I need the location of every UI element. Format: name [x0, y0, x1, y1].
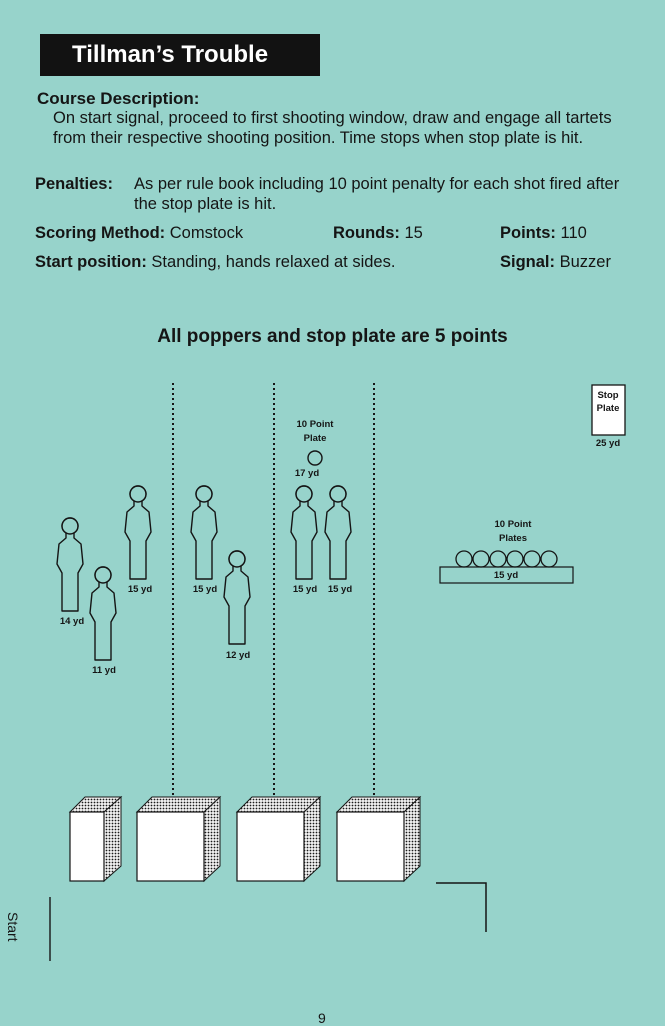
- signal-value: Buzzer: [559, 253, 611, 271]
- shooting-box: [337, 797, 420, 881]
- plate-10-label-1: 10 Point: [296, 419, 334, 430]
- penalties-label: Penalties:: [35, 175, 113, 193]
- stop-plate-label-2: Plate: [596, 403, 620, 414]
- popper-target: [191, 486, 217, 579]
- plate-rack-label-1: 10 Point: [494, 519, 532, 530]
- popper-distance-label: 12 yd: [225, 650, 251, 661]
- start-position-label: Start position:: [35, 253, 147, 271]
- popper-target: [125, 486, 151, 579]
- shooting-box: [237, 797, 320, 881]
- popper-distance-label: 15 yd: [127, 584, 153, 595]
- plate-rack-label-2: Plates: [499, 533, 527, 544]
- stop-plate-label-1: Stop: [597, 390, 619, 401]
- popper-target: [291, 486, 317, 579]
- popper-target: [90, 567, 116, 660]
- shooting-box: [137, 797, 220, 881]
- popper-distance-label: 15 yd: [292, 584, 318, 595]
- stop-plate-distance: 25 yd: [595, 438, 621, 449]
- plate-10-label-2: Plate: [303, 433, 327, 444]
- plate-10-distance: 17 yd: [294, 468, 320, 479]
- wall-corner: [436, 883, 486, 932]
- popper-distance-label: 15 yd: [192, 584, 218, 595]
- course-description-text: On start signal, proceed to first shooting window, draw and engage all tartets from their respective shooting position. Time stops when stop plate is hit.: [53, 109, 612, 147]
- points-label: Points:: [500, 224, 556, 242]
- popper-target: [224, 551, 250, 644]
- scoring-method-value: Comstock: [169, 224, 244, 242]
- popper-distance-label: 11 yd: [92, 665, 116, 676]
- plate-rack-plates: [456, 551, 557, 567]
- scoring-method-label: Scoring Method:: [35, 224, 166, 242]
- stage-title: Tillman’s Trouble: [40, 34, 320, 76]
- page-number: 9: [318, 1010, 326, 1026]
- popper-target: [325, 486, 351, 579]
- start-label: Start: [5, 912, 21, 942]
- plate-rack-distance: 15 yd: [493, 570, 519, 581]
- penalties-text: As per rule book including 10 point penalty for each shot fired after the stop plate is hit.: [134, 175, 620, 213]
- popper-distance-label: 15 yd: [327, 584, 353, 595]
- signal-label: Signal:: [500, 253, 556, 271]
- popper-target: [57, 518, 83, 611]
- shooting-box: [70, 797, 121, 881]
- plate-10-target: [308, 451, 322, 465]
- rounds-value: 15: [404, 224, 423, 242]
- start-position-value: Standing, hands relaxed at sides.: [151, 253, 396, 271]
- rounds-label: Rounds:: [333, 224, 400, 242]
- course-description-label: Course Description:: [37, 89, 200, 108]
- popper-distance-label: 14 yd: [59, 616, 85, 627]
- points-value: 110: [560, 224, 587, 242]
- points-note: All poppers and stop plate are 5 points: [157, 326, 508, 347]
